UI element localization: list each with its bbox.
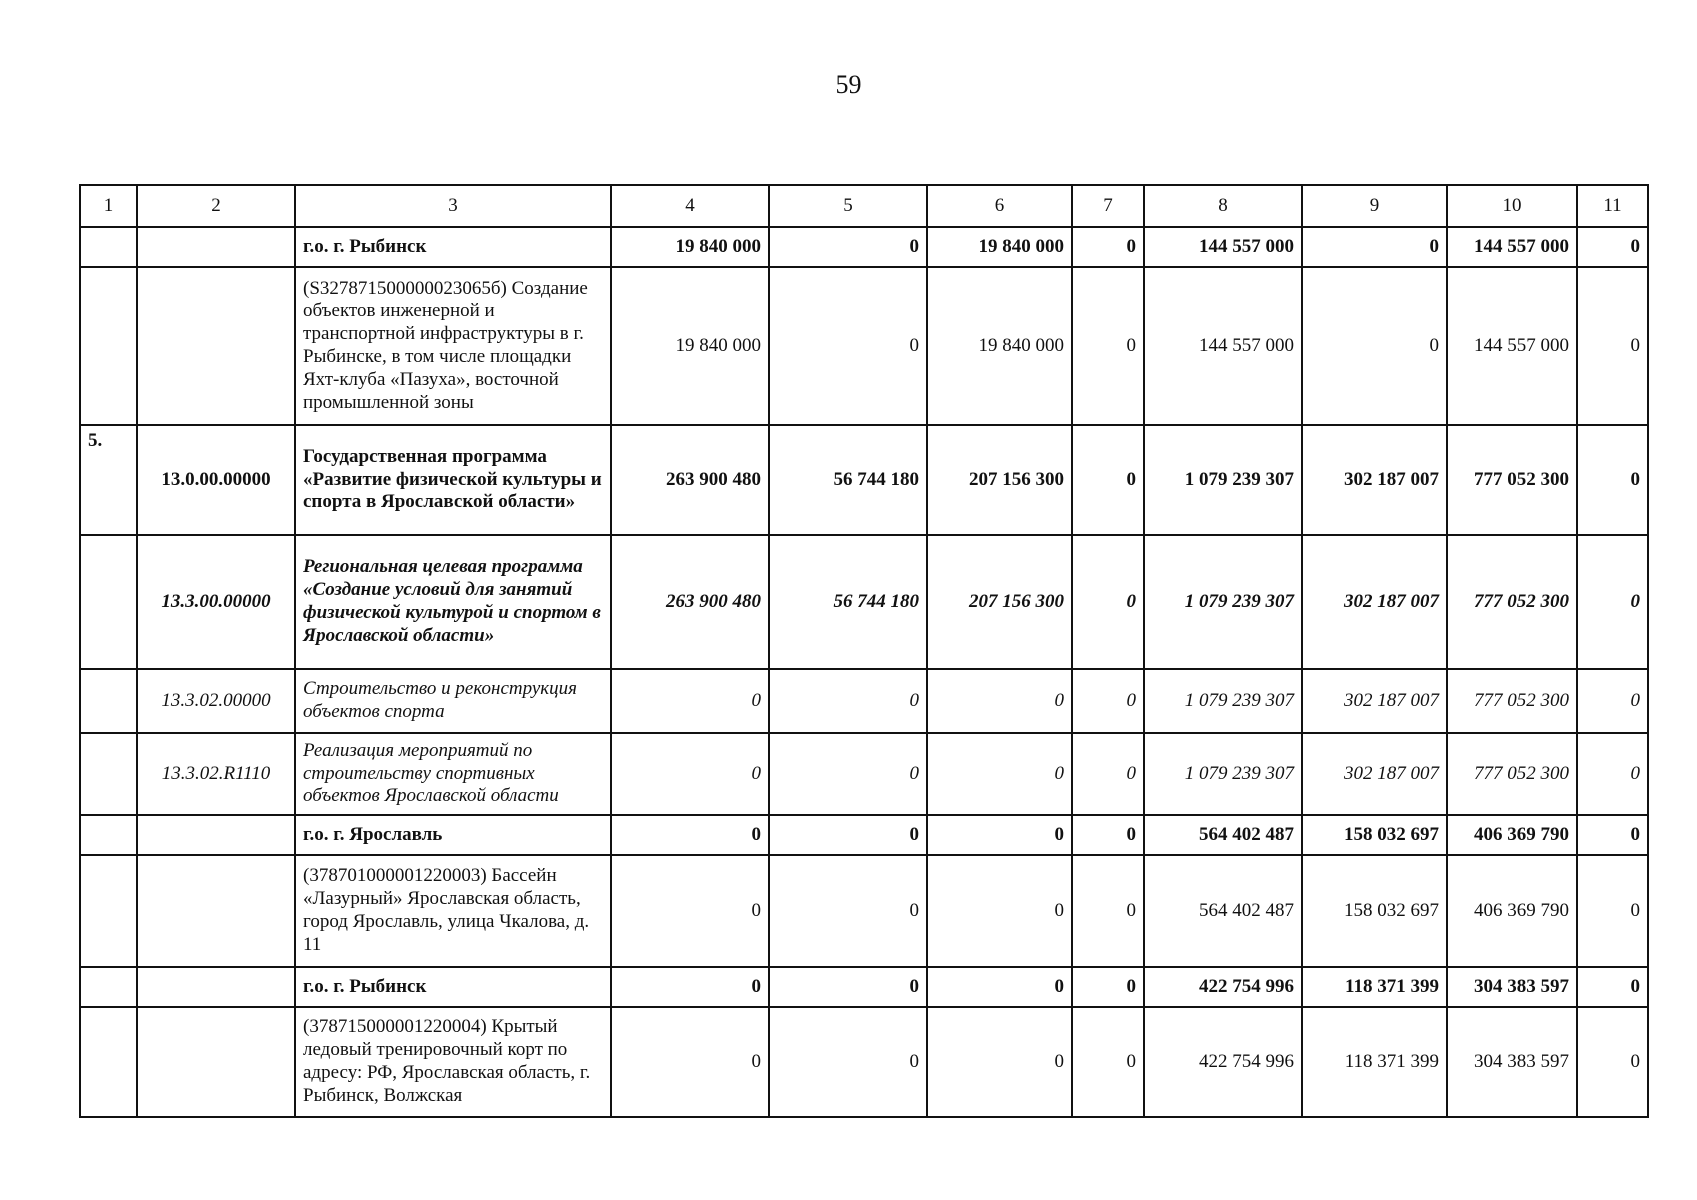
table-row [80,267,1648,425]
table-row [80,669,1648,733]
row-number-cell [80,855,137,967]
value-cell-col-5: 56 744 180 [769,425,927,535]
description-cell: Региональная целевая программа «Создание условий для занятий физической культурой и спортом в Ярославской области» [295,535,611,669]
description-cell: Строительство и реконструкция объектов спорта [295,669,611,733]
value-cell-col-9: 302 187 007 [1302,669,1447,733]
value-cell-col-10: 144 557 000 [1447,227,1577,267]
value-cell-col-5: 0 [769,669,927,733]
header-cell: 9 [1302,185,1447,227]
row-number-cell [80,1007,137,1117]
description-cell: г.о. г. Рыбинск [295,967,611,1007]
value-cell-col-10: 777 052 300 [1447,535,1577,669]
value-cell-col-10: 777 052 300 [1447,733,1577,815]
value-cell-col-11: 0 [1577,425,1648,535]
table-row [80,855,1648,967]
row-number-cell [80,733,137,815]
budget-table [79,184,1649,1118]
value-cell-col-5: 0 [769,815,927,855]
value-cell-col-9: 302 187 007 [1302,535,1447,669]
value-cell-col-11: 0 [1577,855,1648,967]
value-cell-col-10: 304 383 597 [1447,1007,1577,1117]
value-cell-col-6: 207 156 300 [927,425,1072,535]
value-cell-col-6: 19 840 000 [927,267,1072,425]
value-cell-col-6: 207 156 300 [927,535,1072,669]
value-cell-col-4: 0 [611,1007,769,1117]
value-cell-col-7: 0 [1072,669,1144,733]
table-row [80,733,1648,815]
value-cell-col-8: 144 557 000 [1144,267,1302,425]
description-cell: (378701000001220003) Бассейн «Лазурный» Ярославская область, город Ярославль, улица Чкалова, д. 11 [295,855,611,967]
value-cell-col-10: 144 557 000 [1447,267,1577,425]
program-code-cell: 13.3.02.00000 [137,669,295,733]
value-cell-col-8: 1 079 239 307 [1144,535,1302,669]
program-code-cell: 13.3.00.00000 [137,535,295,669]
value-cell-col-6: 0 [927,669,1072,733]
header-cell: 8 [1144,185,1302,227]
value-cell-col-11: 0 [1577,733,1648,815]
value-cell-col-8: 564 402 487 [1144,855,1302,967]
value-cell-col-4: 19 840 000 [611,227,769,267]
program-code-cell [137,227,295,267]
value-cell-col-8: 1 079 239 307 [1144,425,1302,535]
value-cell-col-9: 0 [1302,227,1447,267]
value-cell-col-4: 0 [611,855,769,967]
value-cell-col-7: 0 [1072,733,1144,815]
value-cell-col-5: 0 [769,1007,927,1117]
row-number-cell [80,967,137,1007]
row-number-cell: 5. [80,425,137,535]
value-cell-col-5: 0 [769,733,927,815]
value-cell-col-4: 263 900 480 [611,535,769,669]
value-cell-col-9: 158 032 697 [1302,815,1447,855]
value-cell-col-8: 422 754 996 [1144,1007,1302,1117]
value-cell-col-7: 0 [1072,425,1144,535]
row-number-cell [80,535,137,669]
value-cell-col-5: 0 [769,227,927,267]
value-cell-col-9: 158 032 697 [1302,855,1447,967]
value-cell-col-8: 1 079 239 307 [1144,669,1302,733]
program-code-cell [137,267,295,425]
value-cell-col-8: 144 557 000 [1144,227,1302,267]
header-cell: 10 [1447,185,1577,227]
value-cell-col-10: 406 369 790 [1447,815,1577,855]
value-cell-col-9: 118 371 399 [1302,967,1447,1007]
header-cell: 1 [80,185,137,227]
value-cell-col-6: 0 [927,855,1072,967]
row-number-cell [80,669,137,733]
header-cell: 7 [1072,185,1144,227]
value-cell-col-5: 56 744 180 [769,535,927,669]
value-cell-col-10: 304 383 597 [1447,967,1577,1007]
value-cell-col-7: 0 [1072,815,1144,855]
value-cell-col-11: 0 [1577,967,1648,1007]
header-cell: 5 [769,185,927,227]
header-cell: 3 [295,185,611,227]
description-cell: Государственная программа «Развитие физической культуры и спорта в Ярославской области» [295,425,611,535]
header-cell: 6 [927,185,1072,227]
value-cell-col-9: 302 187 007 [1302,425,1447,535]
description-cell: г.о. г. Рыбинск [295,227,611,267]
table-row [80,227,1648,267]
value-cell-col-11: 0 [1577,227,1648,267]
value-cell-col-9: 302 187 007 [1302,733,1447,815]
value-cell-col-11: 0 [1577,815,1648,855]
value-cell-col-4: 0 [611,815,769,855]
value-cell-col-7: 0 [1072,1007,1144,1117]
value-cell-col-11: 0 [1577,1007,1648,1117]
value-cell-col-4: 19 840 000 [611,267,769,425]
header-cell: 4 [611,185,769,227]
description-cell: Реализация мероприятий по строительству спортивных объектов Ярославской области [295,733,611,815]
value-cell-col-6: 0 [927,1007,1072,1117]
row-number-cell [80,815,137,855]
description-cell: (378715000001220004) Крытый ледовый тренировочный корт по адресу: РФ, Ярославская область, г. Рыбинск, Волжская [295,1007,611,1117]
value-cell-col-4: 0 [611,733,769,815]
header-row [80,185,1648,227]
value-cell-col-6: 0 [927,967,1072,1007]
row-number-cell [80,267,137,425]
program-code-cell [137,855,295,967]
value-cell-col-11: 0 [1577,267,1648,425]
value-cell-col-5: 0 [769,855,927,967]
program-code-cell: 13.3.02.R1110 [137,733,295,815]
value-cell-col-7: 0 [1072,967,1144,1007]
value-cell-col-8: 1 079 239 307 [1144,733,1302,815]
value-cell-col-4: 0 [611,967,769,1007]
value-cell-col-6: 19 840 000 [927,227,1072,267]
value-cell-col-7: 0 [1072,227,1144,267]
value-cell-col-6: 0 [927,733,1072,815]
table-row [80,967,1648,1007]
table-row [80,1007,1648,1117]
program-code-cell [137,1007,295,1117]
value-cell-col-7: 0 [1072,267,1144,425]
value-cell-col-10: 777 052 300 [1447,425,1577,535]
page-number: 59 [835,70,862,99]
value-cell-col-7: 0 [1072,535,1144,669]
program-code-cell [137,815,295,855]
table-row [80,425,1648,535]
header-cell: 2 [137,185,295,227]
description-cell: г.о. г. Ярославль [295,815,611,855]
value-cell-col-4: 0 [611,669,769,733]
value-cell-col-10: 406 369 790 [1447,855,1577,967]
header-cell: 11 [1577,185,1648,227]
value-cell-col-8: 422 754 996 [1144,967,1302,1007]
program-code-cell [137,967,295,1007]
value-cell-col-10: 777 052 300 [1447,669,1577,733]
table-row [80,535,1648,669]
value-cell-col-6: 0 [927,815,1072,855]
value-cell-col-8: 564 402 487 [1144,815,1302,855]
program-code-cell: 13.0.00.00000 [137,425,295,535]
value-cell-col-5: 0 [769,967,927,1007]
table-row [80,815,1648,855]
value-cell-col-11: 0 [1577,669,1648,733]
value-cell-col-11: 0 [1577,535,1648,669]
value-cell-col-5: 0 [769,267,927,425]
value-cell-col-9: 118 371 399 [1302,1007,1447,1117]
value-cell-col-9: 0 [1302,267,1447,425]
value-cell-col-7: 0 [1072,855,1144,967]
value-cell-col-4: 263 900 480 [611,425,769,535]
row-number-cell [80,227,137,267]
description-cell: (S327871500000023065б) Создание объектов инженерной и транспортной инфраструктуры в г. Рыбинске, в том числе площадки Яхт-клуба «Пазуха», восточной промышленной зоны [295,267,611,425]
